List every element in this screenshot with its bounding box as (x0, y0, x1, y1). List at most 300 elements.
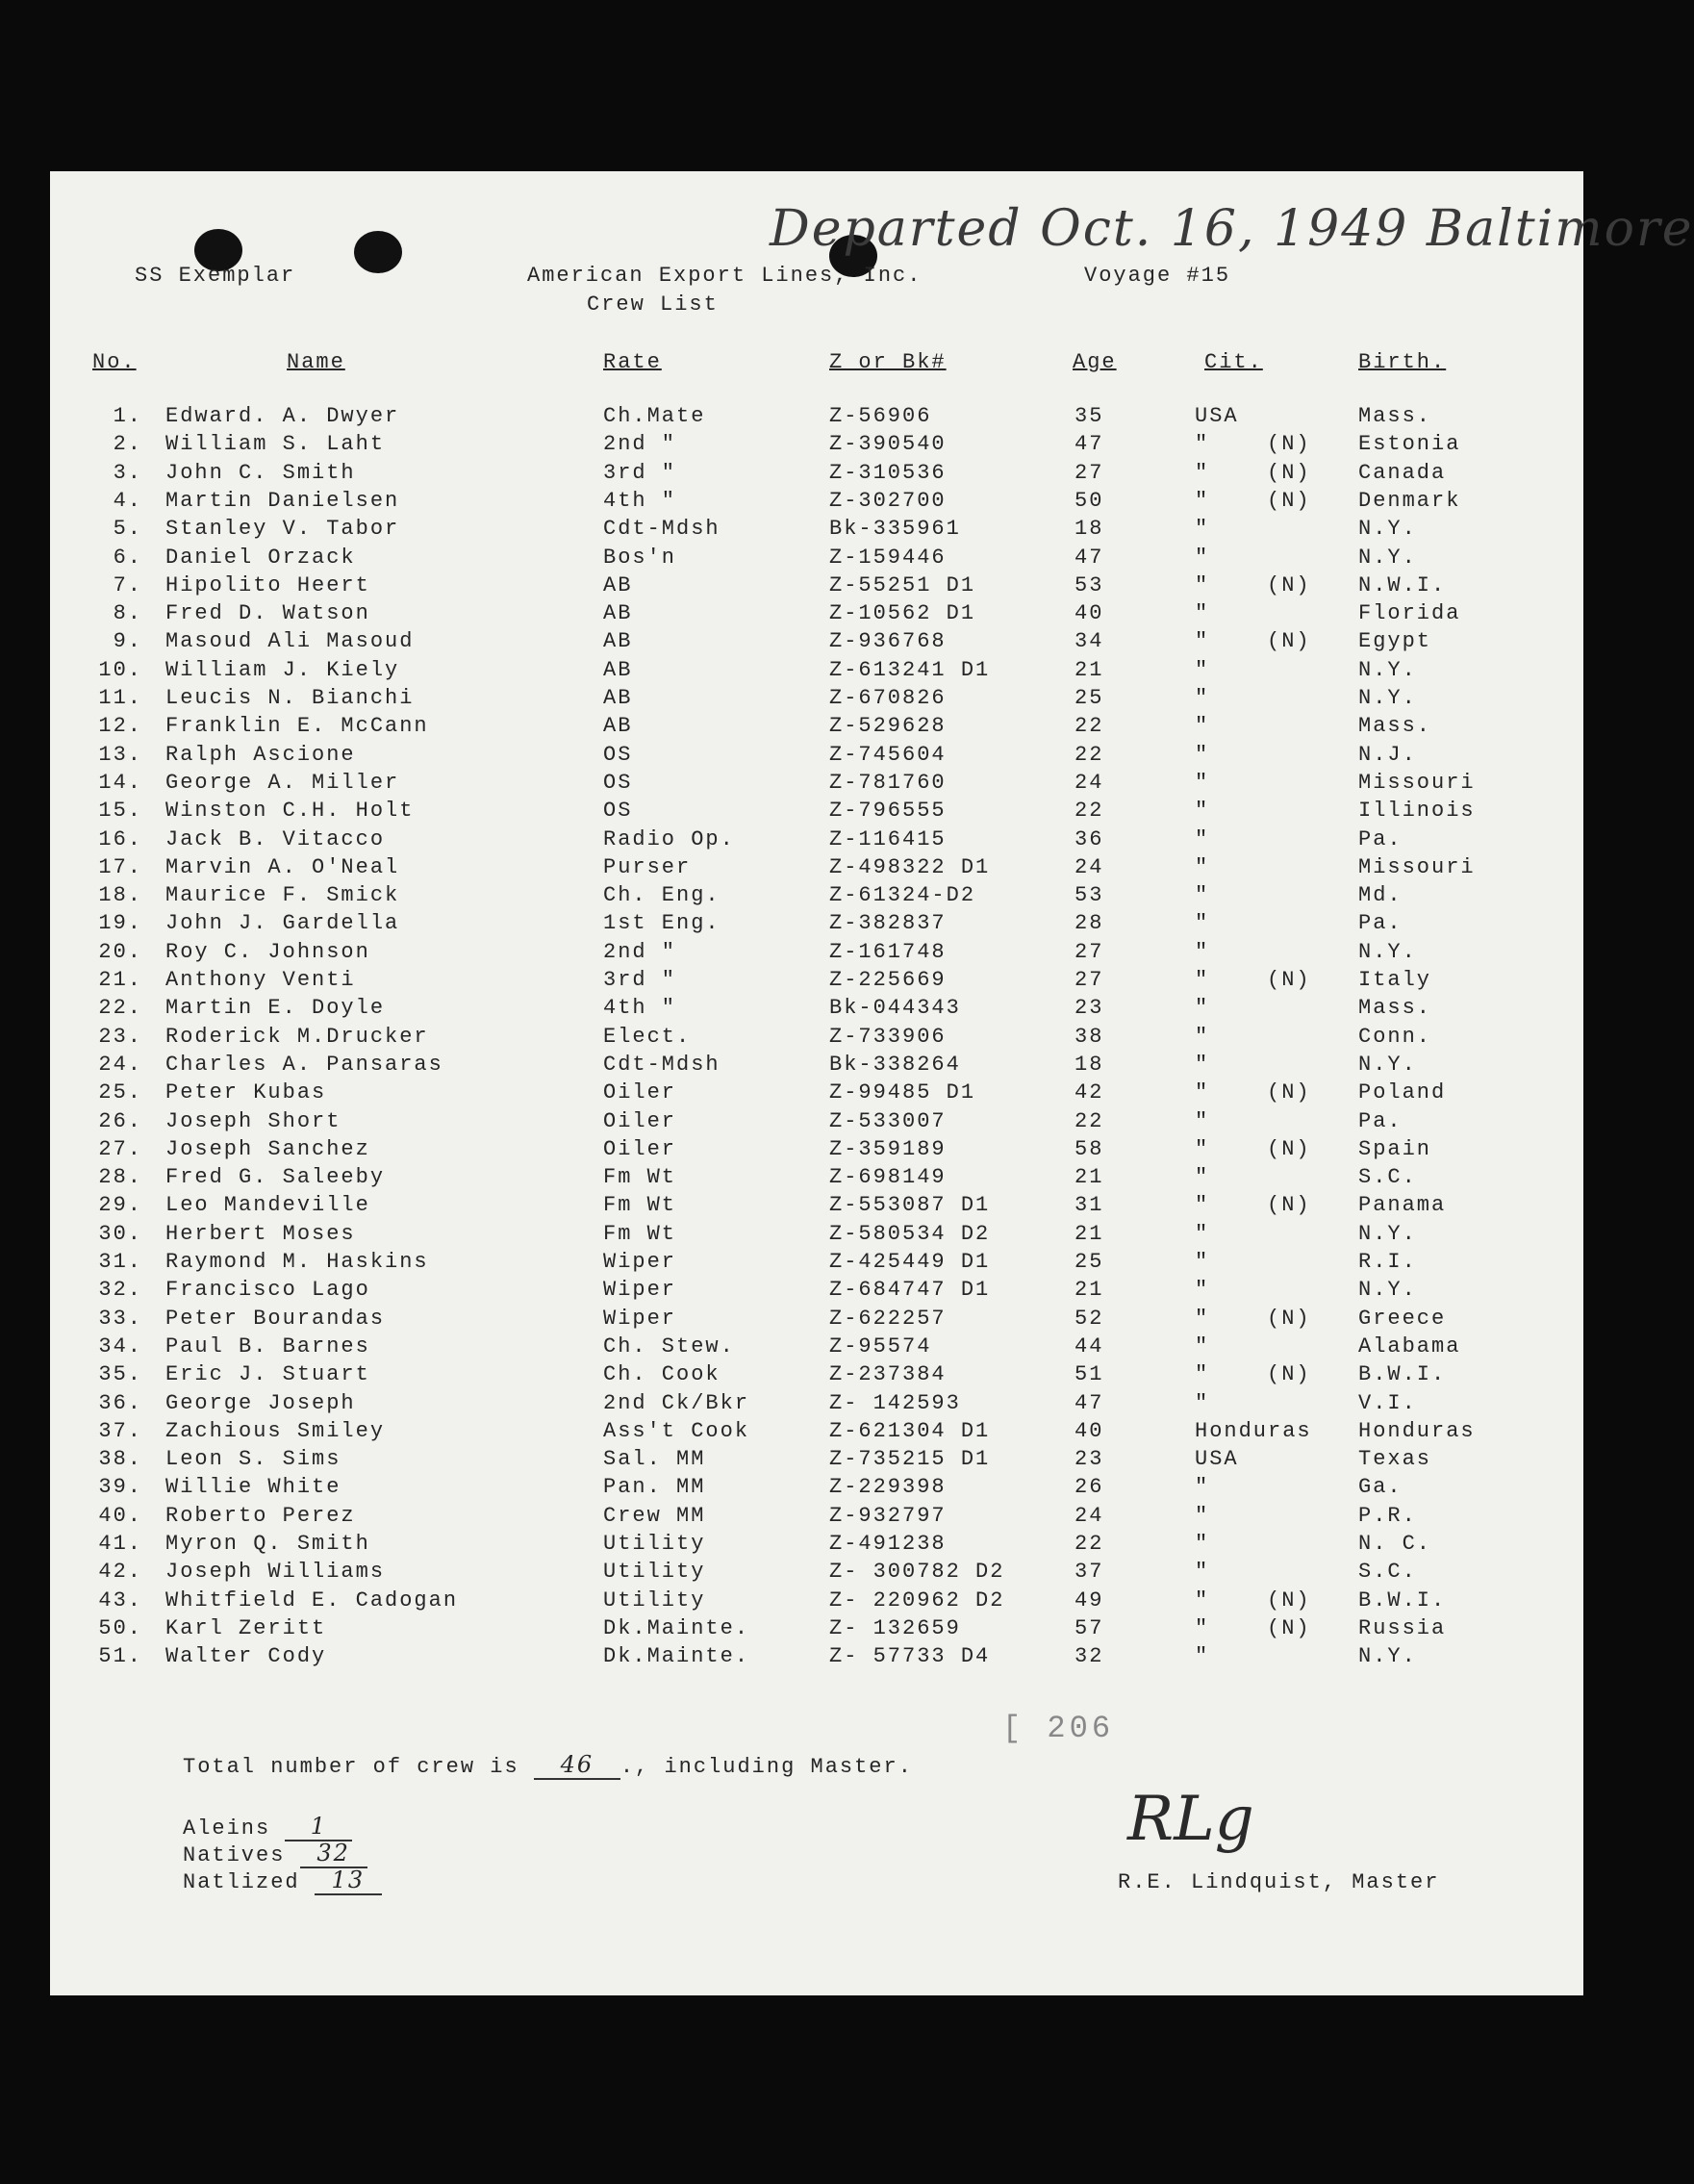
table-row (50, 404, 1583, 432)
cell-z: Z-10562 D1 (829, 601, 976, 626)
cell-z: Z-613241 D1 (829, 657, 991, 682)
table-row (50, 968, 1583, 996)
col-header-age: Age (1073, 350, 1117, 374)
cell-birth: Texas (1358, 1447, 1432, 1472)
cell-birth: Greece (1358, 1306, 1447, 1331)
aliens-value: 1 (285, 1813, 352, 1841)
cell-cit: " (1195, 432, 1210, 457)
natives-label: Natives (183, 1843, 286, 1867)
cell-cit: " (1195, 968, 1210, 992)
cell-birth: N.Y. (1358, 1278, 1417, 1303)
cell-no: 34. (98, 1333, 142, 1359)
table-row (50, 883, 1583, 911)
cell-no: 43. (98, 1587, 142, 1613)
cell-no: 42. (98, 1560, 142, 1585)
col-header-z: Z or Bk# (829, 350, 947, 374)
cell-cit: " (1195, 1108, 1210, 1133)
cell-no: 11. (98, 686, 142, 710)
cell-name: Franklin E. McCann (165, 714, 429, 739)
total-suffix: ., including Master. (619, 1755, 913, 1779)
cell-age: 36 (1075, 826, 1104, 851)
cell-birth: Md. (1358, 883, 1403, 908)
cell-no: 15. (98, 799, 142, 824)
cell-cit: " (1195, 1362, 1210, 1387)
cell-cit: " (1195, 1390, 1210, 1415)
table-row (50, 1250, 1583, 1278)
cell-cit: " (1195, 1165, 1210, 1190)
cell-rate: Wiper (603, 1250, 677, 1274)
cell-name: William J. Kiely (165, 657, 400, 682)
cell-no: 19. (98, 911, 142, 936)
cell-no: 50. (98, 1615, 142, 1640)
cell-no: 7. (113, 572, 142, 597)
cell-z: Z- 220962 D2 (829, 1587, 1005, 1613)
natives-line (183, 1840, 367, 1868)
cell-birth: N.Y. (1358, 686, 1417, 710)
cell-cit: " (1195, 1278, 1210, 1303)
cell-birth: Conn. (1358, 1024, 1432, 1049)
cell-rate: 4th " (603, 996, 677, 1021)
cell-cit: " (1195, 572, 1210, 597)
table-row (50, 546, 1583, 573)
cell-birth: Florida (1358, 601, 1461, 626)
cell-cit: " (1195, 686, 1210, 710)
cell-name: George Joseph (165, 1390, 356, 1415)
cell-rate: Radio Op. (603, 826, 735, 851)
cell-z: Z-225669 (829, 968, 947, 992)
punch-hole (354, 231, 402, 273)
cell-cit: " (1195, 770, 1210, 795)
cell-name: John C. Smith (165, 460, 356, 485)
cell-cit: " (1195, 1333, 1210, 1359)
cell-name: Roderick M.Drucker (165, 1024, 429, 1049)
cell-birth: Panama (1358, 1193, 1447, 1218)
cell-z: Z-553087 D1 (829, 1193, 991, 1218)
cell-no: 31. (98, 1250, 142, 1274)
cell-birth: Denmark (1358, 488, 1461, 513)
cell-nat: (N) (1267, 572, 1311, 597)
cell-rate: Cdt-Mdsh (603, 517, 721, 542)
list-title: Crew List (587, 292, 719, 317)
cell-cit: " (1195, 601, 1210, 626)
cell-z: Z-61324-D2 (829, 883, 976, 908)
cell-name: Francisco Lago (165, 1278, 370, 1303)
cell-name: Anthony Venti (165, 968, 356, 992)
cell-z: Z- 132659 (829, 1615, 961, 1640)
cell-cit: " (1195, 1080, 1210, 1105)
table-row (50, 461, 1583, 489)
cell-no: 21. (98, 968, 142, 992)
cell-rate: Wiper (603, 1306, 677, 1331)
cell-cit: " (1195, 488, 1210, 513)
cell-nat: (N) (1267, 460, 1311, 485)
cell-rate: Pan. MM (603, 1475, 706, 1500)
cell-rate: Crew MM (603, 1503, 706, 1528)
cell-birth: S.C. (1358, 1165, 1417, 1190)
cell-birth: Egypt (1358, 629, 1432, 654)
cell-no: 37. (98, 1418, 142, 1443)
cell-z: Z-95574 (829, 1333, 932, 1359)
cell-age: 22 (1075, 714, 1104, 739)
cell-cit: " (1195, 1587, 1210, 1613)
cell-name: Joseph Sanchez (165, 1136, 370, 1161)
cell-rate: Fm Wt (603, 1193, 677, 1218)
cell-rate: OS (603, 770, 633, 795)
cell-name: Edward. A. Dwyer (165, 404, 400, 428)
cell-name: Charles A. Pansaras (165, 1052, 443, 1077)
table-row (50, 629, 1583, 657)
cell-z: Z-55251 D1 (829, 572, 976, 597)
cell-cit: " (1195, 1024, 1210, 1049)
cell-no: 1. (113, 404, 142, 428)
cell-no: 10. (98, 657, 142, 682)
cell-birth: Pa. (1358, 911, 1403, 936)
cell-rate: Ch. Cook (603, 1362, 721, 1387)
cell-name: Hipolito Heert (165, 572, 370, 597)
cell-birth: N.Y. (1358, 517, 1417, 542)
cell-birth: Estonia (1358, 432, 1461, 457)
cell-age: 24 (1075, 854, 1104, 879)
cell-birth: Pa. (1358, 1108, 1403, 1133)
cell-z: Z-390540 (829, 432, 947, 457)
cell-rate: AB (603, 657, 633, 682)
table-row (50, 1165, 1583, 1193)
table-row (50, 1391, 1583, 1419)
cell-rate: AB (603, 629, 633, 654)
cell-birth: Missouri (1358, 770, 1476, 795)
natlized-label: Natlized (183, 1870, 300, 1894)
cell-z: Z- 300782 D2 (829, 1560, 1005, 1585)
cell-age: 21 (1075, 1165, 1104, 1190)
table-row (50, 517, 1583, 545)
table-row (50, 996, 1583, 1024)
cell-name: George A. Miller (165, 770, 400, 795)
cell-age: 22 (1075, 1532, 1104, 1556)
cell-name: Fred D. Watson (165, 601, 370, 626)
cell-cit: " (1195, 1475, 1210, 1500)
cell-name: Whitfield E. Cadogan (165, 1587, 459, 1613)
cell-rate: AB (603, 601, 633, 626)
cell-name: Myron Q. Smith (165, 1532, 370, 1556)
cell-birth: B.W.I. (1358, 1587, 1447, 1613)
cell-birth: Illinois (1358, 799, 1476, 824)
cell-cit: " (1195, 460, 1210, 485)
cell-name: Martin Danielsen (165, 488, 400, 513)
cell-age: 34 (1075, 629, 1104, 654)
cell-name: Raymond M. Haskins (165, 1250, 429, 1274)
cell-name: John J. Gardella (165, 911, 400, 936)
page-stamp: [ 206 (1002, 1711, 1115, 1746)
col-header-name: Name (287, 350, 345, 374)
table-row (50, 432, 1583, 460)
cell-birth: Poland (1358, 1080, 1447, 1105)
natlized-value: 13 (315, 1867, 382, 1895)
table-row (50, 1475, 1583, 1503)
cell-z: Z-359189 (829, 1136, 947, 1161)
cell-rate: Cdt-Mdsh (603, 1052, 721, 1077)
cell-z: Z-161748 (829, 939, 947, 964)
cell-cit: USA (1195, 1447, 1239, 1472)
table-row (50, 771, 1583, 799)
cell-z: Z-533007 (829, 1108, 947, 1133)
cell-age: 40 (1075, 601, 1104, 626)
cell-z: Z-237384 (829, 1362, 947, 1387)
cell-no: 8. (113, 601, 142, 626)
cell-rate: Purser (603, 854, 692, 879)
cell-age: 26 (1075, 1475, 1104, 1500)
cell-cit: " (1195, 1644, 1210, 1669)
cell-z: Z-622257 (829, 1306, 947, 1331)
table-row (50, 1278, 1583, 1306)
cell-age: 25 (1075, 686, 1104, 710)
cell-no: 32. (98, 1278, 142, 1303)
cell-z: Z-491238 (829, 1532, 947, 1556)
table-row (50, 1307, 1583, 1334)
cell-cit: " (1195, 854, 1210, 879)
cell-no: 28. (98, 1165, 142, 1190)
cell-birth: N.Y. (1358, 939, 1417, 964)
cell-age: 27 (1075, 968, 1104, 992)
table-row (50, 1362, 1583, 1390)
cell-cit: " (1195, 883, 1210, 908)
table-row (50, 601, 1583, 629)
cell-no: 13. (98, 742, 142, 767)
cell-nat: (N) (1267, 1306, 1311, 1331)
voyage-number: Voyage #15 (1084, 264, 1231, 288)
table-row (50, 1644, 1583, 1672)
table-row (50, 855, 1583, 883)
cell-age: 53 (1075, 572, 1104, 597)
cell-z: Z-159446 (829, 545, 947, 570)
cell-age: 22 (1075, 742, 1104, 767)
cell-age: 22 (1075, 1108, 1104, 1133)
cell-no: 23. (98, 1024, 142, 1049)
cell-cit: " (1195, 1503, 1210, 1528)
cell-rate: 2nd Ck/Bkr (603, 1390, 750, 1415)
cell-no: 18. (98, 883, 142, 908)
cell-rate: 3rd " (603, 460, 677, 485)
cell-birth: Missouri (1358, 854, 1476, 879)
aliens-label: Aleins (183, 1816, 271, 1841)
cell-age: 24 (1075, 1503, 1104, 1528)
table-row (50, 1109, 1583, 1137)
cell-cit: " (1195, 742, 1210, 767)
total-crew-line (183, 1751, 913, 1780)
cell-no: 4. (113, 488, 142, 513)
cell-z: Z- 142593 (829, 1390, 961, 1415)
cell-z: Z-425449 D1 (829, 1250, 991, 1274)
cell-birth: N.Y. (1358, 1221, 1417, 1246)
cell-age: 47 (1075, 1390, 1104, 1415)
cell-nat: (N) (1267, 1362, 1311, 1387)
cell-no: 41. (98, 1532, 142, 1556)
cell-name: Jack B. Vitacco (165, 826, 386, 851)
cell-nat: (N) (1267, 432, 1311, 457)
table-row (50, 714, 1583, 742)
cell-birth: S.C. (1358, 1560, 1417, 1585)
cell-age: 27 (1075, 939, 1104, 964)
cell-birth: Mass. (1358, 404, 1432, 428)
cell-no: 9. (113, 629, 142, 654)
table-row (50, 1080, 1583, 1108)
cell-z: Z-932797 (829, 1503, 947, 1528)
cell-age: 23 (1075, 996, 1104, 1021)
cell-age: 22 (1075, 799, 1104, 824)
cell-birth: N. C. (1358, 1532, 1432, 1556)
cell-age: 47 (1075, 432, 1104, 457)
cell-age: 25 (1075, 1250, 1104, 1274)
cell-rate: Ch.Mate (603, 404, 706, 428)
cell-birth: N.W.I. (1358, 572, 1447, 597)
cell-z: Z-698149 (829, 1165, 947, 1190)
cell-no: 39. (98, 1475, 142, 1500)
cell-name: Roy C. Johnson (165, 939, 370, 964)
cell-age: 49 (1075, 1587, 1104, 1613)
cell-cit: " (1195, 1306, 1210, 1331)
cell-rate: OS (603, 742, 633, 767)
table-row (50, 686, 1583, 714)
cell-no: 24. (98, 1052, 142, 1077)
cell-name: Joseph Williams (165, 1560, 386, 1585)
table-row (50, 1447, 1583, 1475)
table-row (50, 827, 1583, 855)
cell-z: Z-56906 (829, 404, 932, 428)
cell-name: Leo Mandeville (165, 1193, 370, 1218)
cell-birth: Pa. (1358, 826, 1403, 851)
cell-cit: " (1195, 1136, 1210, 1161)
cell-birth: N.Y. (1358, 545, 1417, 570)
cell-birth: Russia (1358, 1615, 1447, 1640)
table-row (50, 1137, 1583, 1165)
cell-z: Z-382837 (829, 911, 947, 936)
cell-no: 17. (98, 854, 142, 879)
cell-age: 21 (1075, 657, 1104, 682)
cell-name: Peter Kubas (165, 1080, 327, 1105)
cell-rate: Oiler (603, 1080, 677, 1105)
total-prefix: Total number of crew is (183, 1755, 519, 1779)
cell-z: Z-733906 (829, 1024, 947, 1049)
col-header-rate: Rate (603, 350, 662, 374)
cell-z: Bk-338264 (829, 1052, 961, 1077)
cell-age: 28 (1075, 911, 1104, 936)
table-row (50, 1560, 1583, 1587)
cell-rate: AB (603, 572, 633, 597)
cell-z: Z-310536 (829, 460, 947, 485)
cell-cit: " (1195, 1560, 1210, 1585)
cell-name: Daniel Orzack (165, 545, 356, 570)
table-row (50, 1588, 1583, 1616)
cell-age: 58 (1075, 1136, 1104, 1161)
table-row (50, 940, 1583, 968)
cell-rate: Elect. (603, 1024, 692, 1049)
col-header-cit: Cit. (1204, 350, 1263, 374)
cell-no: 35. (98, 1362, 142, 1387)
company-name: American Export Lines, Inc. (527, 264, 923, 288)
table-row (50, 1532, 1583, 1560)
cell-name: Stanley V. Tabor (165, 517, 400, 542)
cell-z: Bk-335961 (829, 517, 961, 542)
cell-age: 38 (1075, 1024, 1104, 1049)
cell-rate: Dk.Mainte. (603, 1644, 750, 1669)
cell-age: 31 (1075, 1193, 1104, 1218)
cell-z: Z-99485 D1 (829, 1080, 976, 1105)
cell-rate: 1st Eng. (603, 911, 721, 936)
cell-birth: R.I. (1358, 1250, 1417, 1274)
cell-name: Joseph Short (165, 1108, 341, 1133)
cell-birth: Italy (1358, 968, 1432, 992)
cell-age: 42 (1075, 1080, 1104, 1105)
cell-cit: " (1195, 1250, 1210, 1274)
table-row (50, 1616, 1583, 1644)
cell-no: 51. (98, 1644, 142, 1669)
table-row (50, 658, 1583, 686)
cell-birth: Canada (1358, 460, 1447, 485)
cell-no: 22. (98, 996, 142, 1021)
cell-z: Z- 57733 D4 (829, 1644, 991, 1669)
cell-name: Winston C.H. Holt (165, 799, 415, 824)
cell-name: William S. Laht (165, 432, 386, 457)
cell-rate: Oiler (603, 1108, 677, 1133)
total-value: 46 (534, 1751, 620, 1780)
cell-z: Z-498322 D1 (829, 854, 991, 879)
cell-z: Z-580534 D2 (829, 1221, 991, 1246)
table-row (50, 1193, 1583, 1221)
cell-rate: 2nd " (603, 432, 677, 457)
table-row (50, 1222, 1583, 1250)
cell-cit: Honduras (1195, 1418, 1312, 1443)
crew-list-page (50, 171, 1694, 1995)
cell-rate: OS (603, 799, 633, 824)
cell-rate: Sal. MM (603, 1447, 706, 1472)
cell-cit: " (1195, 517, 1210, 542)
cell-rate: Dk.Mainte. (603, 1615, 750, 1640)
cell-birth: Mass. (1358, 996, 1432, 1021)
cell-birth: B.W.I. (1358, 1362, 1447, 1387)
cell-age: 37 (1075, 1560, 1104, 1585)
cell-rate: Ch. Eng. (603, 883, 721, 908)
natives-value: 32 (300, 1840, 367, 1868)
cell-no: 6. (113, 545, 142, 570)
cell-cit: " (1195, 826, 1210, 851)
cell-age: 47 (1075, 545, 1104, 570)
master-name: R.E. Lindquist, Master (1118, 1870, 1440, 1894)
cell-age: 21 (1075, 1278, 1104, 1303)
cell-z: Z-670826 (829, 686, 947, 710)
cell-rate: Utility (603, 1560, 706, 1585)
cell-z: Z-781760 (829, 770, 947, 795)
table-row (50, 573, 1583, 601)
cell-name: Eric J. Stuart (165, 1362, 370, 1387)
col-header-birth: Birth. (1358, 350, 1447, 374)
cell-no: 33. (98, 1306, 142, 1331)
cell-rate: 4th " (603, 488, 677, 513)
cell-birth: N.J. (1358, 742, 1417, 767)
cell-rate: Bos'n (603, 545, 677, 570)
cell-cit: " (1195, 1221, 1210, 1246)
cell-birth: N.Y. (1358, 1052, 1417, 1077)
cell-name: Zachious Smiley (165, 1418, 386, 1443)
cell-age: 53 (1075, 883, 1104, 908)
cell-no: 27. (98, 1136, 142, 1161)
cell-no: 14. (98, 770, 142, 795)
cell-z: Bk-044343 (829, 996, 961, 1021)
cell-no: 3. (113, 460, 142, 485)
cell-cit: " (1195, 629, 1210, 654)
cell-name: Fred G. Saleeby (165, 1165, 386, 1190)
cell-birth: Mass. (1358, 714, 1432, 739)
table-row (50, 1025, 1583, 1053)
aliens-line (183, 1813, 352, 1841)
